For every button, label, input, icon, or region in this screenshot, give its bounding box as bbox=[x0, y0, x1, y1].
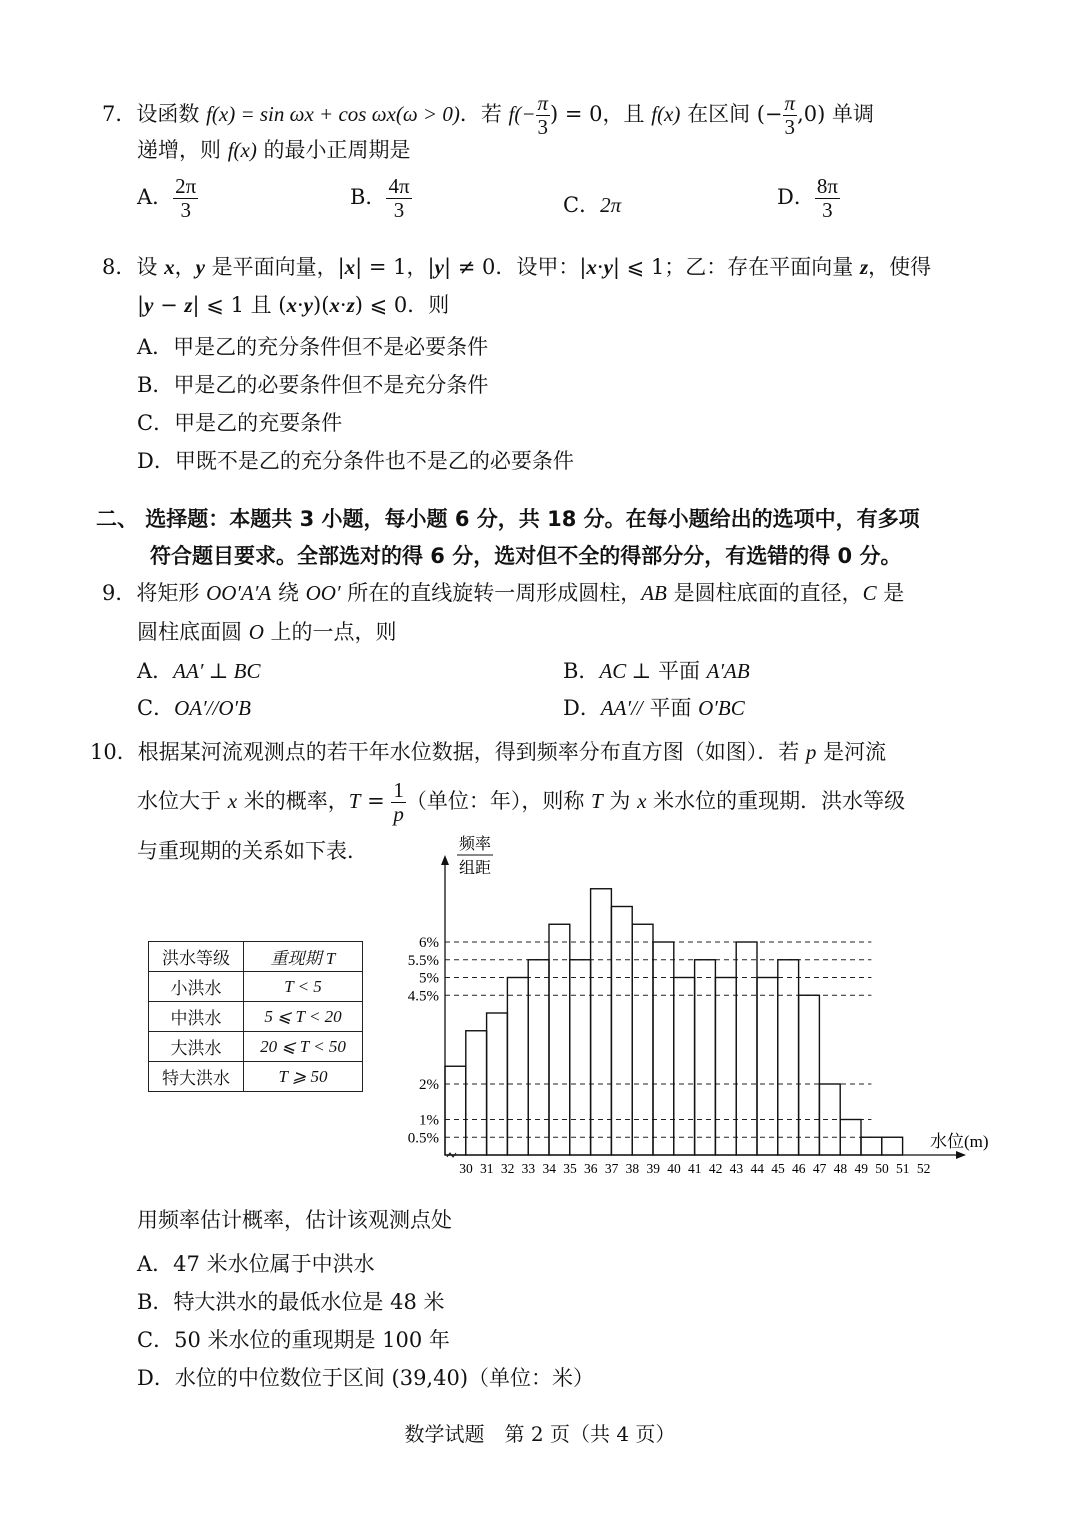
histogram-bar bbox=[715, 978, 736, 1156]
page-footer: 数学试题 第 2 页（共 4 页） bbox=[404, 1422, 676, 1446]
table-row bbox=[149, 1002, 363, 1032]
histogram-bar bbox=[736, 942, 757, 1155]
q7-option-d[interactable]: D． $\frac{8\pi}{3}$ bbox=[777, 174, 838, 223]
table-cell: 20 ⩽ T < 50 bbox=[244, 1032, 363, 1062]
q10-line2: 水位大于 x 米的概率，T = $\frac{1}{p}$ （单位：年），则称 T 为 x 米水位的重现期．洪水等级 bbox=[137, 777, 906, 826]
histogram-bar bbox=[591, 889, 612, 1155]
x-tick-label: 35 bbox=[563, 1161, 577, 1176]
y-axis-label-top: 频率 bbox=[458, 836, 492, 853]
q7-option-c[interactable]: C．2π bbox=[563, 193, 622, 217]
x-tick-label: 52 bbox=[916, 1161, 931, 1176]
q9-option-c[interactable]: C．OA′//O′B bbox=[137, 696, 251, 720]
q9-option-d[interactable]: D．AA′// 平面 O′BC bbox=[563, 696, 745, 720]
x-tick-label: 34 bbox=[542, 1161, 556, 1176]
x-tick-label: 47 bbox=[812, 1161, 827, 1176]
y-axis-arrow bbox=[441, 855, 449, 865]
histogram-bar bbox=[819, 1084, 840, 1155]
section2-heading-line1: 二、 选择题：本题共 3 小题，每小题 6 分，共 18 分。在每小题给出的选项中，有多项 bbox=[96, 507, 920, 531]
q9-option-a[interactable]: A．AA′ ⊥ BC bbox=[137, 659, 261, 683]
y-tick-label: 2% bbox=[419, 1077, 439, 1093]
section2-heading-line2: 符合题目要求。全部选对的得 6 分，选对但不全的得部分分，有选错的得 0 分。 bbox=[150, 544, 902, 568]
y-tick-label: 0.5% bbox=[407, 1130, 439, 1147]
x-tick-label: 44 bbox=[750, 1161, 764, 1176]
q7-line2: 递增，则 f(x) 的最小正周期是 bbox=[137, 138, 411, 162]
q7-option-b[interactable]: B． $\frac{4\pi}{3}$ bbox=[350, 174, 410, 223]
x-axis-arrow bbox=[956, 1151, 966, 1159]
flood-level-table bbox=[148, 941, 363, 1092]
y-tick-label: 5.5% bbox=[407, 952, 439, 969]
q7-line1: 7．设函数 f(x) = sin ωx + cos ωx(ω > 0)．若 f(− $\frac{\pi}{3}$ ) = 0，且 f(x) 在区间 (− $\frac{\pi}{3}$ ,0) 单调 bbox=[102, 91, 874, 140]
histogram-bar bbox=[840, 1120, 861, 1156]
table-cell: 小洪水 bbox=[149, 972, 244, 1002]
y-axis-label-bottom: 组距 bbox=[458, 860, 492, 877]
q10-after-text: 用频率估计概率，估计该观测点处 bbox=[137, 1208, 452, 1232]
histogram-bar bbox=[695, 960, 716, 1155]
x-tick-label: 46 bbox=[792, 1161, 806, 1176]
histogram-bar bbox=[507, 978, 528, 1156]
histogram-bar bbox=[611, 907, 632, 1156]
x-axis-label: 水位(m) bbox=[930, 1132, 989, 1151]
histogram-bar bbox=[570, 960, 591, 1155]
table-header-cell: 洪水等级 bbox=[149, 942, 244, 972]
table-cell: 大洪水 bbox=[149, 1032, 244, 1062]
x-tick-label: 31 bbox=[480, 1161, 494, 1176]
histogram-bar bbox=[632, 924, 653, 1155]
x-tick-label: 38 bbox=[625, 1161, 640, 1176]
q9-option-b[interactable]: B．AC ⊥ 平面 A′AB bbox=[563, 659, 750, 683]
q9-line2: 圆柱底面圆 O 上的一点，则 bbox=[137, 620, 397, 644]
table-row bbox=[149, 1062, 363, 1092]
histogram-bar bbox=[466, 1031, 487, 1155]
table-cell: T ⩾ 50 bbox=[244, 1062, 363, 1092]
x-tick-label: 48 bbox=[833, 1161, 848, 1176]
q8-option-b[interactable]: B．甲是乙的必要条件但不是充分条件 bbox=[137, 373, 489, 397]
histogram-bar bbox=[653, 942, 674, 1155]
table-cell: 特大洪水 bbox=[149, 1062, 244, 1092]
table-cell: 5 ⩽ T < 20 bbox=[244, 1002, 363, 1032]
histogram-bar bbox=[861, 1137, 882, 1155]
histogram-bar bbox=[487, 1013, 508, 1155]
x-tick-label: 30 bbox=[459, 1161, 473, 1176]
x-tick-label: 43 bbox=[729, 1161, 744, 1176]
y-tick-label: 5% bbox=[419, 970, 439, 987]
q10-line3: 与重现期的关系如下表． bbox=[137, 839, 368, 863]
table-header-cell: 重现期 T bbox=[244, 942, 363, 972]
x-tick-label: 49 bbox=[854, 1161, 868, 1176]
histogram-bar bbox=[674, 978, 695, 1156]
histogram-bar bbox=[445, 1066, 466, 1155]
x-tick-label: 32 bbox=[500, 1161, 515, 1176]
histogram-bar bbox=[549, 924, 570, 1155]
histogram-bar bbox=[799, 995, 820, 1155]
histogram-bar bbox=[778, 960, 799, 1155]
x-tick-label: 42 bbox=[708, 1161, 723, 1176]
q7-option-a[interactable]: A． $\frac{2\pi}{3}$ bbox=[137, 174, 197, 223]
q8-option-a[interactable]: A．甲是乙的充分条件但不是必要条件 bbox=[137, 335, 489, 359]
x-tick-label: 40 bbox=[667, 1161, 681, 1176]
table-cell: T < 5 bbox=[244, 972, 363, 1002]
x-tick-label: 41 bbox=[688, 1161, 702, 1176]
x-tick-label: 45 bbox=[771, 1161, 785, 1176]
q8-option-d[interactable]: D．甲既不是乙的充分条件也不是乙的必要条件 bbox=[137, 449, 574, 473]
table-cell: 中洪水 bbox=[149, 1002, 244, 1032]
y-tick-label: 4.5% bbox=[407, 988, 439, 1005]
histogram-bar bbox=[528, 960, 549, 1155]
q9-line1: 9．将矩形 OO′A′A 绕 OO′ 所在的直线旋转一周形成圆柱，AB 是圆柱底面的直径，C 是 bbox=[102, 581, 905, 605]
table-header-row bbox=[149, 942, 363, 972]
y-tick-label: 6% bbox=[419, 935, 439, 951]
histogram-bar bbox=[882, 1137, 903, 1155]
q8-line2: |y − z| ⩽ 1 且 (x·y)(x·z) ⩽ 0．则 bbox=[137, 293, 450, 317]
table-row bbox=[149, 972, 363, 1002]
q10-option-d[interactable]: D．水位的中位数位于区间 (39,40)（单位：米） bbox=[137, 1366, 595, 1390]
q10-option-b[interactable]: B．特大洪水的最低水位是 48 米 bbox=[137, 1290, 445, 1314]
q10-line1: 10．根据某河流观测点的若干年水位数据，得到频率分布直方图（如图）．若 p 是河流 bbox=[90, 740, 887, 764]
x-tick-label: 50 bbox=[875, 1161, 889, 1176]
q10-option-c[interactable]: C．50 米水位的重现期是 100 年 bbox=[137, 1328, 450, 1352]
frequency-histogram bbox=[390, 836, 1010, 1180]
x-tick-label: 33 bbox=[521, 1161, 536, 1176]
y-tick-label: 1% bbox=[419, 1112, 439, 1129]
q10-option-a[interactable]: A．47 米水位属于中洪水 bbox=[137, 1252, 375, 1276]
x-tick-label: 37 bbox=[604, 1161, 619, 1176]
pi-over-3-fraction: $\frac{\pi}{3}$ bbox=[537, 91, 549, 140]
histogram-bar bbox=[757, 978, 778, 1156]
q8-option-c[interactable]: C．甲是乙的充要条件 bbox=[137, 411, 343, 435]
pi-over-3-fraction-2: $\frac{\pi}{3}$ bbox=[784, 91, 796, 140]
q8-line1: 8．设 x，y 是平面向量，|x| = 1，|y| ≠ 0．设甲：|x·y| ⩽ 1；乙：存在平面向量 z，使得 bbox=[102, 255, 932, 279]
x-tick-label: 39 bbox=[646, 1161, 660, 1176]
table-row bbox=[149, 1032, 363, 1062]
x-tick-label: 36 bbox=[584, 1161, 598, 1176]
x-tick-label: 51 bbox=[896, 1161, 910, 1176]
one-over-p-fraction: $\frac{1}{p}$ bbox=[393, 777, 404, 826]
